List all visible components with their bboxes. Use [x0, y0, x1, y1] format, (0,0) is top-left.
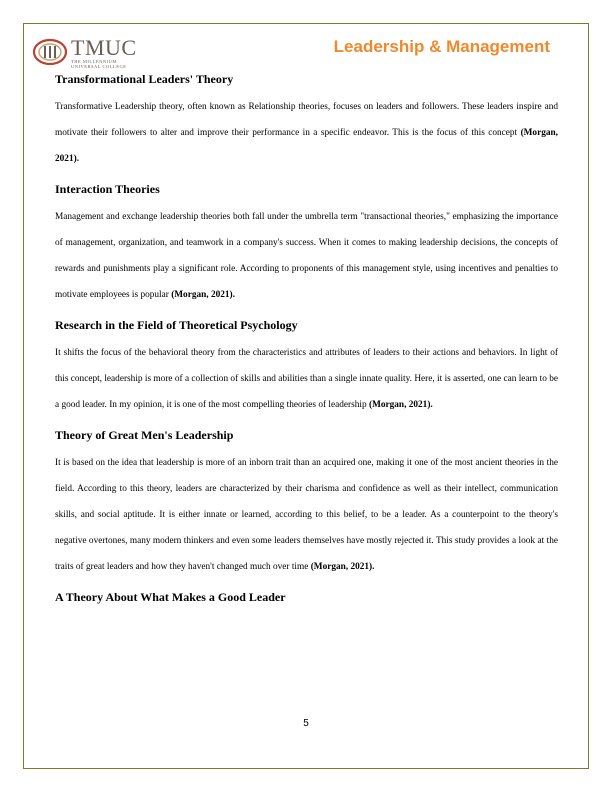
- section-heading: Interaction Theories: [55, 182, 160, 196]
- citation: (Morgan, 2021).: [310, 562, 375, 572]
- document-body: [55, 68, 558, 608]
- paragraph-text: Transformative Leadership theory, often known as Relationship theories, focuses on leaders and followers. These leaders inspire and motivate their followers to alter and improve their performance in a specific endeavor. This is the focus of this concept: [55, 102, 558, 138]
- page-number: 5: [303, 718, 309, 729]
- section-heading: Research in the Field of Theoretical Psychology: [55, 318, 298, 332]
- logo-subtitle-2: UNIVERSAL COLLEGE: [71, 64, 127, 69]
- citation: (Morgan, 2021).: [368, 400, 433, 410]
- section-paragraph: [55, 450, 558, 580]
- section-paragraph: [55, 94, 558, 172]
- logo-name: TMUC: [71, 35, 137, 60]
- paragraph-text: It shifts the focus of the behavioral theory from the characteristics and attributes of leaders to their actions and behaviors. In light of this concept, leadership is more of a collection of skills and abilities than a single innate quality. Here, it is asserted, one can learn to be a good leader. In my opinion, it is one of the most compelling theories of leadership: [55, 348, 558, 410]
- paragraph-text: It is based on the idea that leadership is more of an inborn trait than an acquired one, making it one of the most ancient theories in the field. According to this theory, leaders are characterized by their charisma and confidence as well as their intellect, communication skills, and social aptitude. It is either innate or learned, according to this belief, to be a leader. As a counterpoint to the theory's negative overtones, many modern thinkers and even some leaders themselves have mostly rejected it. This study provides a look at the traits of great leaders and how they haven't changed much over time: [55, 458, 558, 572]
- logo-text: [71, 37, 137, 69]
- logo-emblem-icon: [31, 37, 69, 67]
- tmuc-logo: [31, 35, 137, 69]
- section-heading: Theory of Great Men's Leadership: [55, 428, 234, 442]
- document-title: Leadership & Management: [333, 37, 550, 56]
- citation: (Morgan, 2021).: [55, 128, 558, 164]
- citation: (Morgan, 2021).: [171, 290, 235, 300]
- paragraph-text: Management and exchange leadership theories both fall under the umbrella term "transactional theories," emphasizing the importance of management, organization, and teamwork in a company's success. When it comes to making leadership decisions, the concepts of rewards and punishments play a significant role. According to proponents of this management style, using incentives and penalties to motivate employees is popular: [55, 212, 558, 300]
- section-paragraph: [55, 340, 558, 418]
- section-heading-final: A Theory About What Makes a Good Leader: [55, 590, 286, 604]
- logo-subtitle-1: THE MILLENNIUM: [71, 59, 117, 64]
- section-heading: Transformational Leaders' Theory: [55, 72, 234, 86]
- section-paragraph: [55, 204, 558, 308]
